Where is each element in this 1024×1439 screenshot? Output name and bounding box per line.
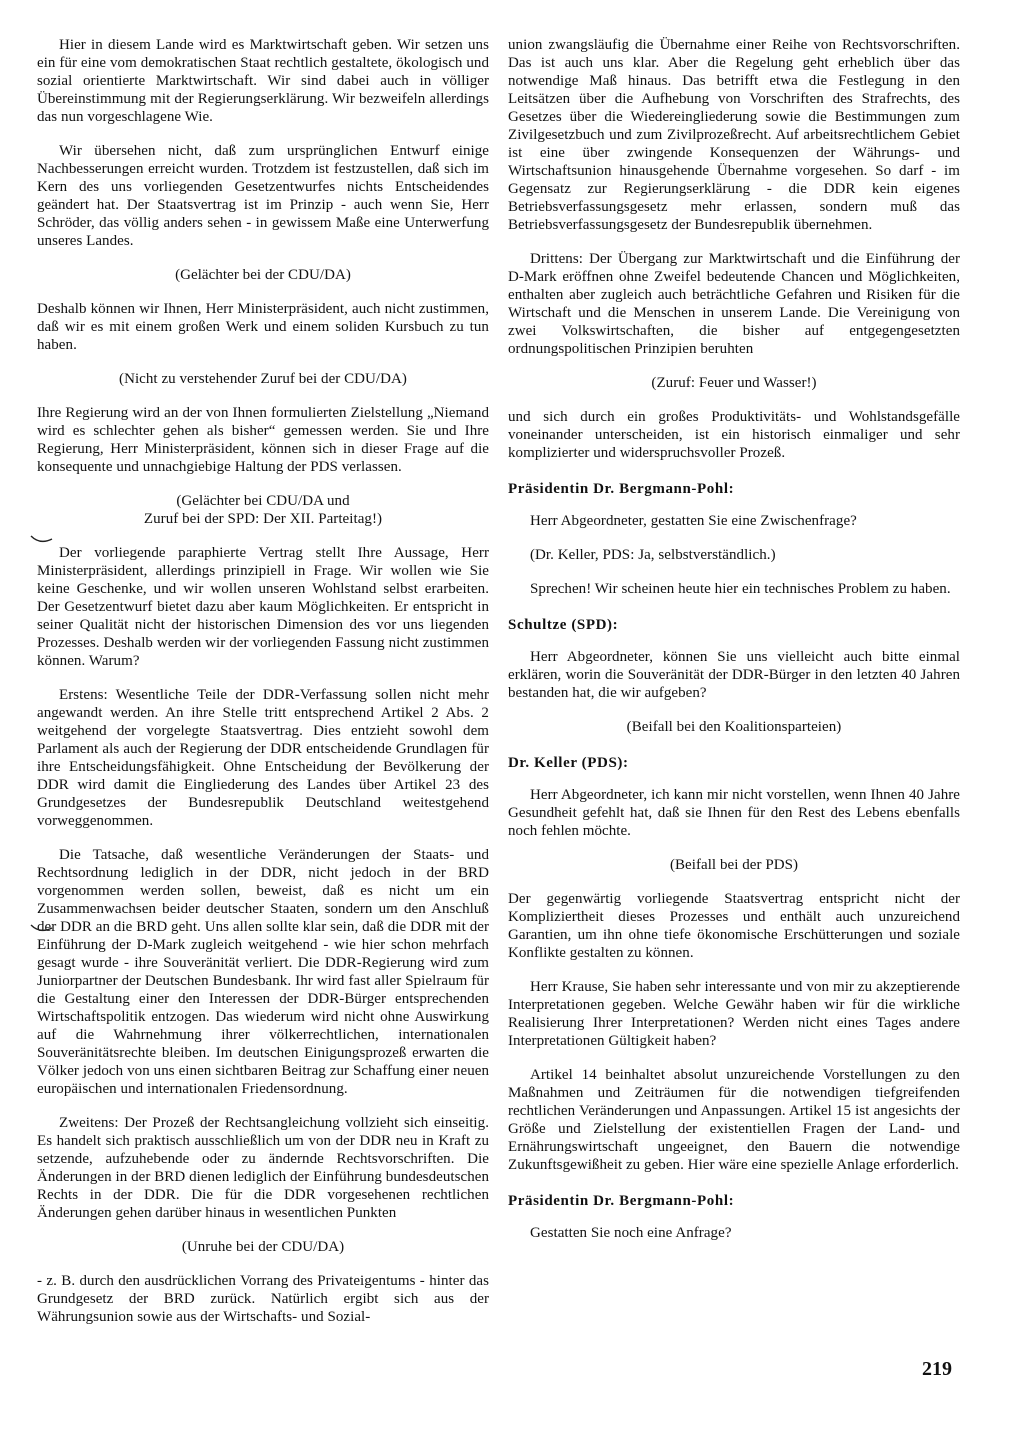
paragraph: Drittens: Der Übergang zur Marktwirtschaft und die Einführung der D-Mark eröffnen ohne Zweifel bedeutende Chancen und Möglichkeiten, enthalten aber zugleich auch beträchtliche Gefahren und Risiken für die Wirtschaft und die Menschen in unserem Lande. Die Vereinigung von zwei Volkswirtschaften, die bisher auf entgegengesetzten ordnungspolitischen Prinzipien beruhten [508,251,960,357]
paragraph: und sich durch ein großes Produktivitäts- und Wohlstandsgefälle voneinander unterscheiden, ist ein historisch einmaliger und sehr komplizierter und widerspruchsvoller Prozeß. [508,409,960,461]
paragraph: Herr Krause, Sie haben sehr interessante und von mir zu akzeptierende Interpretationen gegeben. Welche Gewähr haben wir für die wirkliche Realisierung Ihrer Interpretationen? Werden nicht eines Tages andere Interpretationen Gültigkeit haben? [508,979,960,1049]
paragraph: Herr Abgeordneter, ich kann mir nicht vorstellen, wenn Ihnen 40 Jahre Gesundheit gefehlt hat, daß sie Ihnen für den Rest des Lebens ebenfalls noch fehlen möchte. [508,787,960,839]
page-number: 219 [922,1358,952,1380]
interjection: (Zuruf: Feuer und Wasser!) [651,375,817,391]
margin-bracket-mark [30,922,52,932]
margin-bracket-mark [30,533,52,543]
paragraph: Wir übersehen nicht, daß zum ursprünglichen Entwurf einige Nachbesserungen erreicht wurden. Trotzdem ist festzustellen, daß sich im Kern des uns vorliegenden Gesetzentwurfes nichts Entscheidendes geändert hat. Der Staatsvertrag ist im Prinzip - auch wenn Sie, Herr Schröder, das völlig anders sehen - in gewissem Maße eine Unterwerfung unseres Landes. [37,143,489,249]
paragraph: Zweitens: Der Prozeß der Rechtsangleichung vollzieht sich einseitig. Es handelt sich praktisch ausschließlich um von der DDR neu in Kraft zu setzende, aufzuhebende oder zu ändernde Rechtsvorschriften. Die Änderungen in der BRD dienen lediglich der Einführung bundesdeutschen Rechts in der DDR. Die für die DDR vorgesehenen rechtlichen Änderungen gehen darüber hinaus in wesentlichen Punkten [37,1115,489,1221]
paragraph: union zwangsläufig die Übernahme einer Reihe von Rechtsvorschriften. Das ist auch uns klar. Aber die Regelung geht erheblich über das notwendige Maß hinaus. Das betrifft etwa die Festlegung in den Leitsätzen über die Aufhebung von Vorschriften des Strafrechts, des Gesetzes über die Wiedereingliederung sowie die Bestimmungen zum Zivilgesetzbuch und zum Zivilprozeßrecht. Auf arbeitsrechtlichem Gebiet ist eine über zwingende Konsequenzen der Währungs- und Wirtschaftsunion hinausgehende Übernahme vorgesehen. So darf - im Gegensatz zur Regierungserklärung - die DDR kein eigenes Betriebsverfassungsgesetz mehr erlassen, sondern muß das Betriebsverfassungsgesetz der Bundesrepublik übernehmen. [508,37,960,233]
paragraph: Herr Abgeordneter, können Sie uns vielleicht auch bitte einmal erklären, worin die Souveränität der DDR-Bürger in den letzten 40 Jahren bestanden hat, die wir aufgeben? [508,649,960,701]
paragraph: Hier in diesem Lande wird es Marktwirtschaft geben. Wir setzen uns ein für eine vom demokratischen Staat rechtlich gestaltete, ökologisch und sozial orientierte Marktwirtschaft. Wir sind dabei auch in völliger Übereinstimmung mit der Regierungserklärung. Wir bezweifeln allerdings das nun vorgeschlagene Wie. [37,37,489,125]
speaker-heading: Schultze (SPD): [508,617,619,633]
speaker-heading: Präsidentin Dr. Bergmann-Pohl: [508,1193,735,1209]
paragraph: Der vorliegende paraphierte Vertrag stellt Ihre Aussage, Herr Ministerpräsident, allerdings prinzipiell in Frage. Wir wollen wie Sie keine Geschenke, und wir wollen unseren Wohlstand selbst erarbeiten. Der Gesetzentwurf bietet dazu aber kaum Möglichkeiten. Er entspricht in seiner Qualität nicht der historischen Dimension des vor uns liegenden Prozesses. Deshalb werden wir der vorliegenden Fassung nicht zustimmen können. Warum? [37,545,489,669]
interjection: (Beifall bei der PDS) [669,857,799,873]
paragraph: - z. B. durch den ausdrücklichen Vorrang des Privateigentums - hinter das Grundgesetz der BRD zurück. Natürlich ergibt sich aus der Währungsunion sowie aus der Wirtschafts- und Sozial- [37,1273,489,1325]
interjection: (Nicht zu verstehender Zuruf bei der CDU/DA) [119,371,407,387]
interjection: Zuruf bei der SPD: Der XII. Parteitag!) [143,511,383,527]
interjection: (Beifall bei den Koalitionsparteien) [626,719,842,735]
left-column [37,36,489,1342]
paragraph: Die Tatsache, daß wesentliche Veränderungen der Staats- und Rechtsordnung lediglich in der DDR, nicht jedoch in der BRD vorgenommen werden sollen, beweist, daß es nicht um ein Zusammenwachsen beider deutscher Staaten, sondern um den Anschluß der DDR an die BRD geht. Uns allen sollte klar sein, daß die DDR mit der Einführung der D-Mark zugleich weitgehend - wie hier schon mehrfach gesagt wurde - ihre Souveränität verliert. Die DDR-Regierung wird zum Juniorpartner der Deutschen Bundesbank. Ihr wird fast aller Spielraum für die Gestaltung einer den Interessen der DDR-Bürger entsprechenden Wirtschaftspolitik entzogen. Das wiederum wird nicht ohne Auswirkung auf die Wahrnehmung ihrer völkerrechtlichen, internationalen Souveränitätsrechte bleiben. Im deutschen Einigungsprozeß erwarten die Völker jedoch von uns einen sichtbaren Beitrag zur Schaffung einer neuen europäischen und internationalen Friedensordnung. [37,847,489,1097]
paragraph: Erstens: Wesentliche Teile der DDR-Verfassung sollen nicht mehr angewandt werden. An ihre Stelle tritt entsprechend Artikel 2 Abs. 2 weitgehend der vorgelegte Staatsvertrag. Dies entzieht sowohl dem Parlament als auch der Regierung der DDR entscheidende Grundlagen für ihre Entscheidungsfähigkeit. Ohne Entscheidung der Bevölkerung der DDR wird damit die Eingliederung des Landes über Artikel 23 des Grundgesetzes der Bundesrepublik Deutschland weitestgehend vorweggenommen. [37,687,489,829]
paragraph: Deshalb können wir Ihnen, Herr Ministerpräsident, auch nicht zustimmen, daß wir es mit einem großen Werk und einem soliden Kursbuch zu tun haben. [37,301,489,353]
interjection: (Gelächter bei der CDU/DA) [175,267,351,283]
right-column [508,36,960,1258]
paragraph: Herr Abgeordneter, gestatten Sie eine Zwischenfrage? [530,513,857,529]
paragraph: (Dr. Keller, PDS: Ja, selbstverständlich.) [530,547,776,563]
interjection: (Unruhe bei der CDU/DA) [181,1239,345,1255]
speaker-heading: Dr. Keller (PDS): [508,755,629,771]
interjection: (Gelächter bei CDU/DA und [176,493,350,509]
paragraph: Gestatten Sie noch eine Anfrage? [530,1225,732,1241]
paragraph: Der gegenwärtig vorliegende Staatsvertrag entspricht nicht der Kompliziertheit dieses Prozesses und enthält auch unzureichend Garantien, um ihn ohne tiefe ökonomische Erschütterungen und soziale Konflikte gestalten zu können. [508,891,960,961]
paragraph: Artikel 14 beinhaltet absolut unzureichende Vorstellungen zu den Maßnahmen und Zeiträumen für die notwendigen tiefgreifenden rechtlichen Veränderungen und Anpassungen. Artikel 15 ist angesichts der Größe und Zielstellung der existentiellen Fragen der Land- und Ernährungswirtschaft ungeeignet, den Bauern die notwendige Zukunftsgewißheit zu geben. Hier wäre eine spezielle Anlage erforderlich. [508,1067,960,1173]
speaker-heading: Präsidentin Dr. Bergmann-Pohl: [508,481,735,497]
paragraph: Sprechen! Wir scheinen heute hier ein technisches Problem zu haben. [530,581,951,597]
paragraph: Ihre Regierung wird an der von Ihnen formulierten Zielstellung „Niemand wird es schlechter gehen als bisher“ gemessen werden. Sie und Ihre Regierung, Herr Ministerpräsident, können sich in dieser Frage auf die konsequente und unnachgiebige Haltung der PDS verlassen. [37,405,489,475]
